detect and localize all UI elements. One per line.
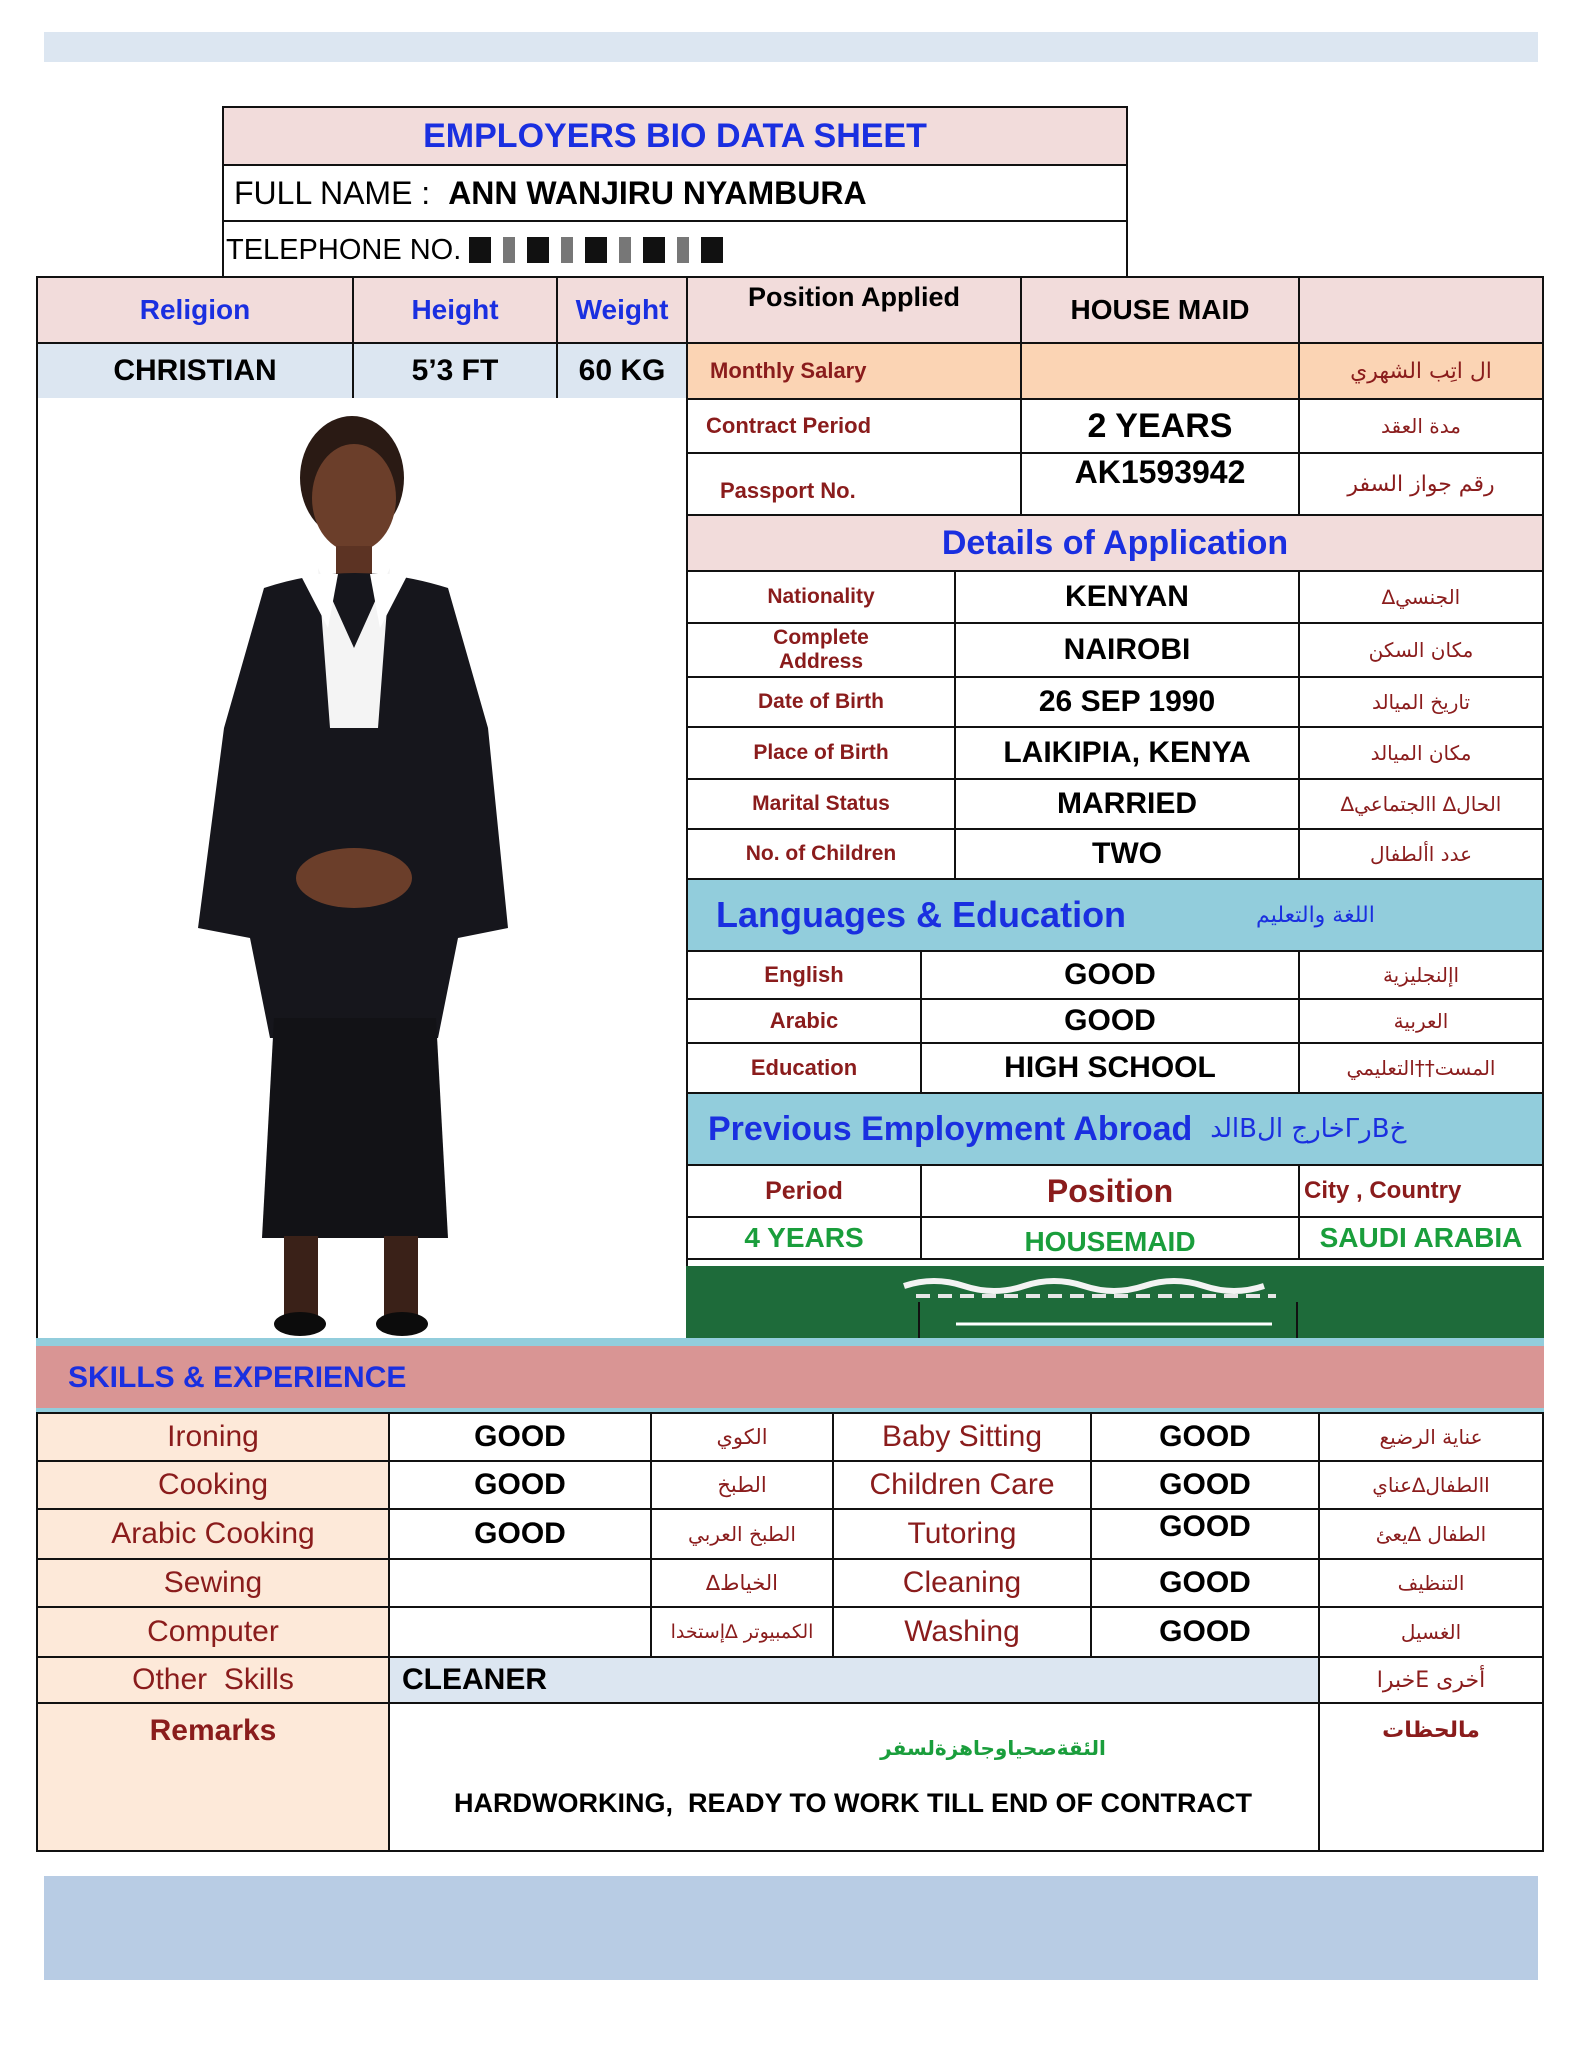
weight-label: Weight: [556, 276, 688, 344]
details-arabic: الجنسي∆: [1298, 570, 1544, 624]
remarks-body: [388, 1702, 1320, 1852]
passport-value: AK1593942: [1020, 452, 1300, 516]
photo-frame: [36, 398, 688, 1340]
location-value: SAUDI ARABIA: [1298, 1216, 1544, 1260]
contract-label: Contract Period: [686, 398, 1022, 454]
language-arabic: العربية: [1298, 998, 1544, 1044]
skill-label: Arabic Cooking: [36, 1508, 390, 1560]
skill-value: GOOD: [1090, 1558, 1320, 1608]
period-label: Period: [686, 1164, 922, 1218]
weight-value: 60 KG: [556, 342, 688, 400]
details-value: TWO: [954, 828, 1300, 880]
skill-value: GOOD: [1090, 1460, 1320, 1510]
telephone-row: [222, 220, 1128, 280]
skill-label: Cooking: [36, 1460, 390, 1510]
saudi-flag-icon: [686, 1266, 1544, 1340]
contract-arabic: مدة العقد: [1298, 398, 1544, 454]
languages-title-arabic: اللغة والتعليم: [1256, 902, 1375, 928]
details-arabic: مكان الميالد: [1298, 726, 1544, 780]
employment-title-arabic: خBرΓخارج الBالد: [1210, 1114, 1407, 1144]
religion-label: Religion: [36, 276, 354, 344]
skill-label: Tutoring: [832, 1508, 1092, 1560]
skill-value: GOOD: [388, 1412, 652, 1462]
details-arabic: مكان السكن: [1298, 622, 1544, 678]
location-label: City , Country: [1298, 1164, 1544, 1218]
other-skills-arabic: أخرى Eخبرا: [1318, 1656, 1544, 1704]
remarks-value: HARDWORKING, READY TO WORK TILL END OF CONTRACT: [454, 1787, 1252, 1818]
details-label: Nationality: [686, 570, 956, 624]
details-value: KENYAN: [954, 570, 1300, 624]
skill-value: GOOD: [388, 1508, 652, 1560]
position-label: Position Applied: [686, 276, 1022, 344]
skill-arabic: التنظيف: [1318, 1558, 1544, 1608]
skill-label: Cleaning: [832, 1558, 1092, 1608]
skill-label: Sewing: [36, 1558, 390, 1608]
height-label: Height: [352, 276, 558, 344]
skill-value: GOOD: [1090, 1412, 1320, 1462]
telephone-redacted: [469, 237, 729, 263]
remarks-arabic-label: مالحظات: [1318, 1702, 1544, 1852]
skill-value: GOOD: [388, 1460, 652, 1510]
skills-title-bar: [36, 1346, 1544, 1410]
details-value: 26 SEP 1990: [954, 676, 1300, 728]
skills-title: SKILLS & EXPERIENCE: [68, 1361, 407, 1394]
details-value: NAIROBI: [954, 622, 1300, 678]
full-name-label: FULL NAME :: [234, 174, 431, 211]
sheet-title: EMPLOYERS BIO DATA SHEET: [222, 106, 1128, 166]
employment-header: [686, 1092, 1544, 1166]
period-value: 4 YEARS: [686, 1216, 922, 1260]
details-value: LAIKIPIA, KENYA: [954, 726, 1300, 780]
remarks-arabic-note: الئقةصحياوجاهزةلسفر: [880, 1735, 1106, 1760]
skill-value: [388, 1558, 652, 1608]
passport-label: Passport No.: [686, 452, 1022, 516]
flag-divider: [1296, 1302, 1298, 1340]
details-value: MARRIED: [954, 778, 1300, 830]
candidate-photo: [38, 398, 686, 1338]
skill-arabic: الكوي: [650, 1412, 834, 1462]
salary-value: [1020, 342, 1300, 400]
height-value: 5’3 FT: [352, 342, 558, 400]
language-label: English: [686, 950, 922, 1000]
skill-label: Washing: [832, 1606, 1092, 1658]
employment-title: Previous Employment Abroad: [708, 1109, 1193, 1148]
details-arabic: الحال∆ االجتماعي∆: [1298, 778, 1544, 830]
religion-value: CHRISTIAN: [36, 342, 354, 400]
skill-arabic: الطبخ العربي: [650, 1508, 834, 1560]
skill-value: GOOD: [1090, 1508, 1320, 1560]
passport-arabic: رقم جواز السفر: [1298, 452, 1544, 516]
skill-arabic: الغسيل: [1318, 1606, 1544, 1658]
flag-divider: [918, 1302, 920, 1340]
skills-top-rule: [36, 1338, 1544, 1346]
details-label: Place of Birth: [686, 726, 956, 780]
languages-header: [686, 878, 1544, 952]
skill-arabic: عناية الرضيع: [1318, 1412, 1544, 1462]
position-value: HOUSE MAID: [1020, 276, 1300, 344]
position-extra: [1298, 276, 1544, 344]
details-arabic: تاريخ الميالد: [1298, 676, 1544, 728]
languages-title: Languages & Education: [716, 894, 1127, 935]
skill-arabic: الكمبيوتر ∆إستخدا: [650, 1606, 834, 1658]
salary-label: Monthly Salary: [686, 342, 1022, 400]
other-skills-label: Other Skills: [36, 1656, 390, 1704]
flag-emblem-icon: [686, 1266, 1544, 1340]
skill-label: Computer: [36, 1606, 390, 1658]
skill-value: GOOD: [1090, 1606, 1320, 1658]
contract-value: 2 YEARS: [1020, 398, 1300, 454]
education-arabic: المست††التعليمي: [1298, 1042, 1544, 1094]
language-label: Arabic: [686, 998, 922, 1044]
language-value: GOOD: [920, 950, 1300, 1000]
details-label: No. of Children: [686, 828, 956, 880]
remarks-label: Remarks: [36, 1702, 390, 1852]
language-value: GOOD: [920, 998, 1300, 1044]
full-name-row: [222, 164, 1128, 222]
details-arabic: عدد األطفال: [1298, 828, 1544, 880]
bottom-band: [44, 1876, 1538, 1980]
telephone-label: TELEPHONE NO.: [226, 233, 462, 266]
skill-arabic: الطفال ∆يعئ: [1318, 1508, 1544, 1560]
details-title: Details of Application: [686, 514, 1544, 572]
other-skills-value: CLEANER: [388, 1656, 1320, 1704]
skill-arabic: الطبخ: [650, 1460, 834, 1510]
details-label: Complete Address: [686, 622, 956, 678]
education-label: Education: [686, 1042, 922, 1094]
salary-arabic: ال اتِب الشهري: [1298, 342, 1544, 400]
position-col-label: Position: [920, 1164, 1300, 1218]
language-arabic: اإلنجليزية: [1298, 950, 1544, 1000]
top-band: [44, 32, 1538, 62]
employment-position-value: HOUSEMAID: [920, 1216, 1300, 1260]
skill-arabic: االطفال∆عناي: [1318, 1460, 1544, 1510]
skill-arabic: الخياط∆: [650, 1558, 834, 1608]
skill-label: Children Care: [832, 1460, 1092, 1510]
skill-label: Baby Sitting: [832, 1412, 1092, 1462]
details-label: Date of Birth: [686, 676, 956, 728]
skill-value: [388, 1606, 652, 1658]
full-name-value: ANN WANJIRU NYAMBURA: [448, 174, 867, 211]
education-value: HIGH SCHOOL: [920, 1042, 1300, 1094]
skill-label: Ironing: [36, 1412, 390, 1462]
details-label: Marital Status: [686, 778, 956, 830]
